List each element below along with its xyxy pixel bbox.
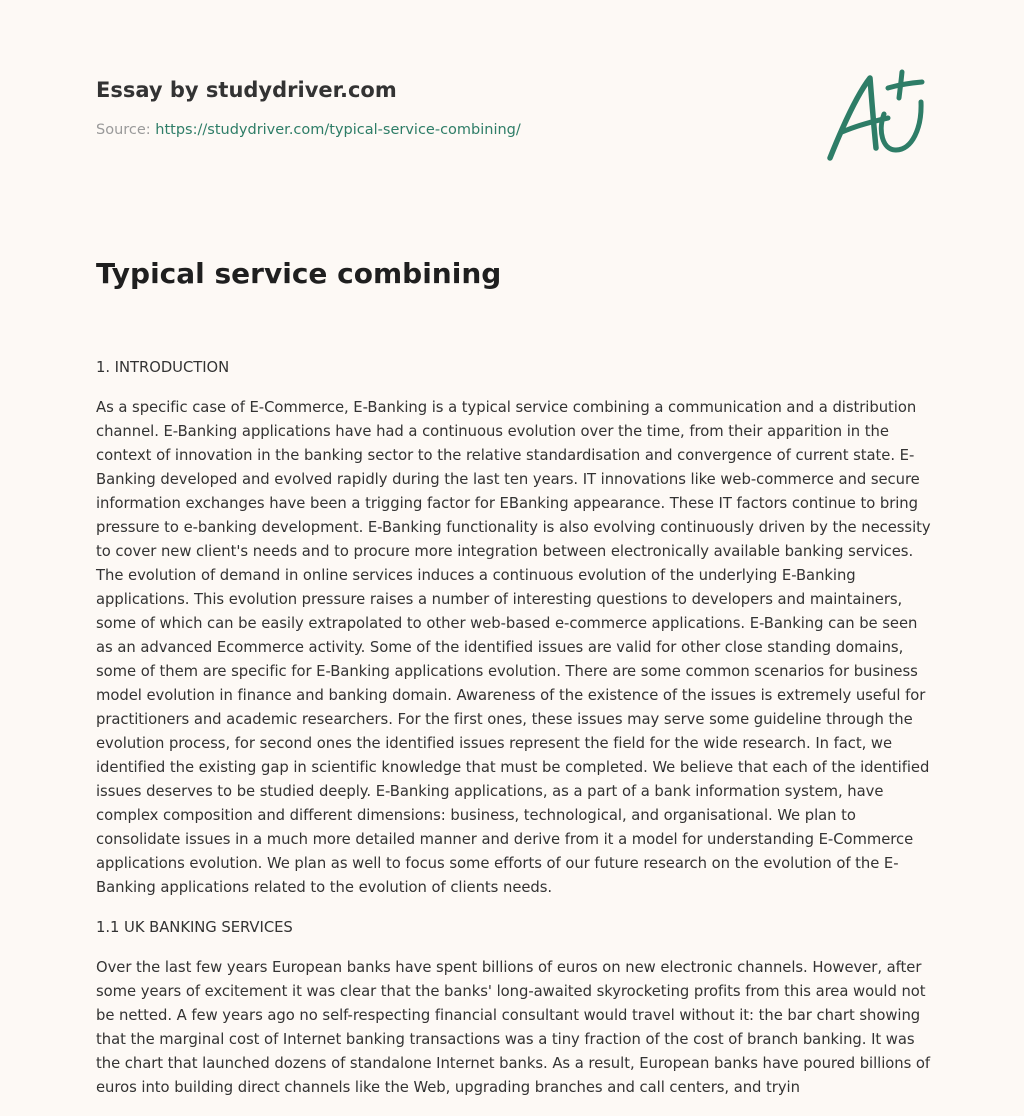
section-heading-uk-banking: 1.1 UK BANKING SERVICES [96,919,293,936]
page-header [96,76,796,140]
a-plus-logo-icon [818,66,928,166]
brand-title: Essay by studydriver.com [96,78,397,102]
section-paragraph-introduction: As a specific case of E-Commerce, E-Banking is a typical service combining a communication and a distribution channel. E-Banking applications have had a continuous evolution over the time, from their apparition in the context of innovation in the banking sector to the relative standardisation and convergence of current state. E-Banking developed and evolved rapidly during the last ten years. IT innovations like web-commerce and secure information exchanges have been a trigging factor for EBanking appearance. These IT factors continue to bring pressure to e-banking development. E-Banking functionality is also evolving continuously driven by the necessity to cover new client's needs and to procure more integration between electronically available banking services. The evolution of demand in online services induces a continuous evolution of the underlying E-Banking applications. This evolution pressure raises a number of interesting questions to developers and maintainers, some of which can be easily extrapolated to other web-based e-commerce applications. E-Banking can be seen as an advanced Ecommerce activity. Some of the identified issues are valid for other close standing domains, some of them are specific for E-Banking applications evolution. There are some common scenarios for business model evolution in finance and banking domain. Awareness of the existence of the issues is extremely useful for practitioners and academic researchers. For the first ones, these issues may serve some guideline through the evolution process, for second ones the identified issues represent the field for the wide research. In fact, we identified the existing gap in scientific knowledge that must be completed. We believe that each of the identified issues deserves to be studied deeply. E-Banking applications, as a part of a bank information system, have complex composition and different dimensions: business, technological, and organisational. We plan to consolidate issues in a much more detailed manner and derive from it a model for understanding E-Commerce applications evolution. We plan as well to focus some efforts of our future research on the evolution of the E-Banking applications related to the evolution of clients needs. [96,399,931,896]
article-body [96,356,936,1116]
source-line [96,120,796,140]
source-label: Source: [96,122,151,138]
section-heading-introduction: 1. INTRODUCTION [96,359,230,376]
page-title: Typical service combining [96,257,502,290]
source-link[interactable]: https://studydriver.com/typical-service-combining/ [155,122,521,138]
section-paragraph-uk-banking: Over the last few years European banks have spent billions of euros on new electronic channels. However, after some years of excitement it was clear that the banks' long-awaited skyrocketing profits from this area would not be netted. A few years ago no self-respecting financial consultant would travel without it: the bar chart showing that the marginal cost of Internet banking transactions was a tiny fraction of the cost of branch banking. It was the chart that launched dozens of standalone Internet banks. As a result, European banks have poured billions of euros into building direct channels like the Web, upgrading branches and call centers, and tryin [96,959,931,1096]
